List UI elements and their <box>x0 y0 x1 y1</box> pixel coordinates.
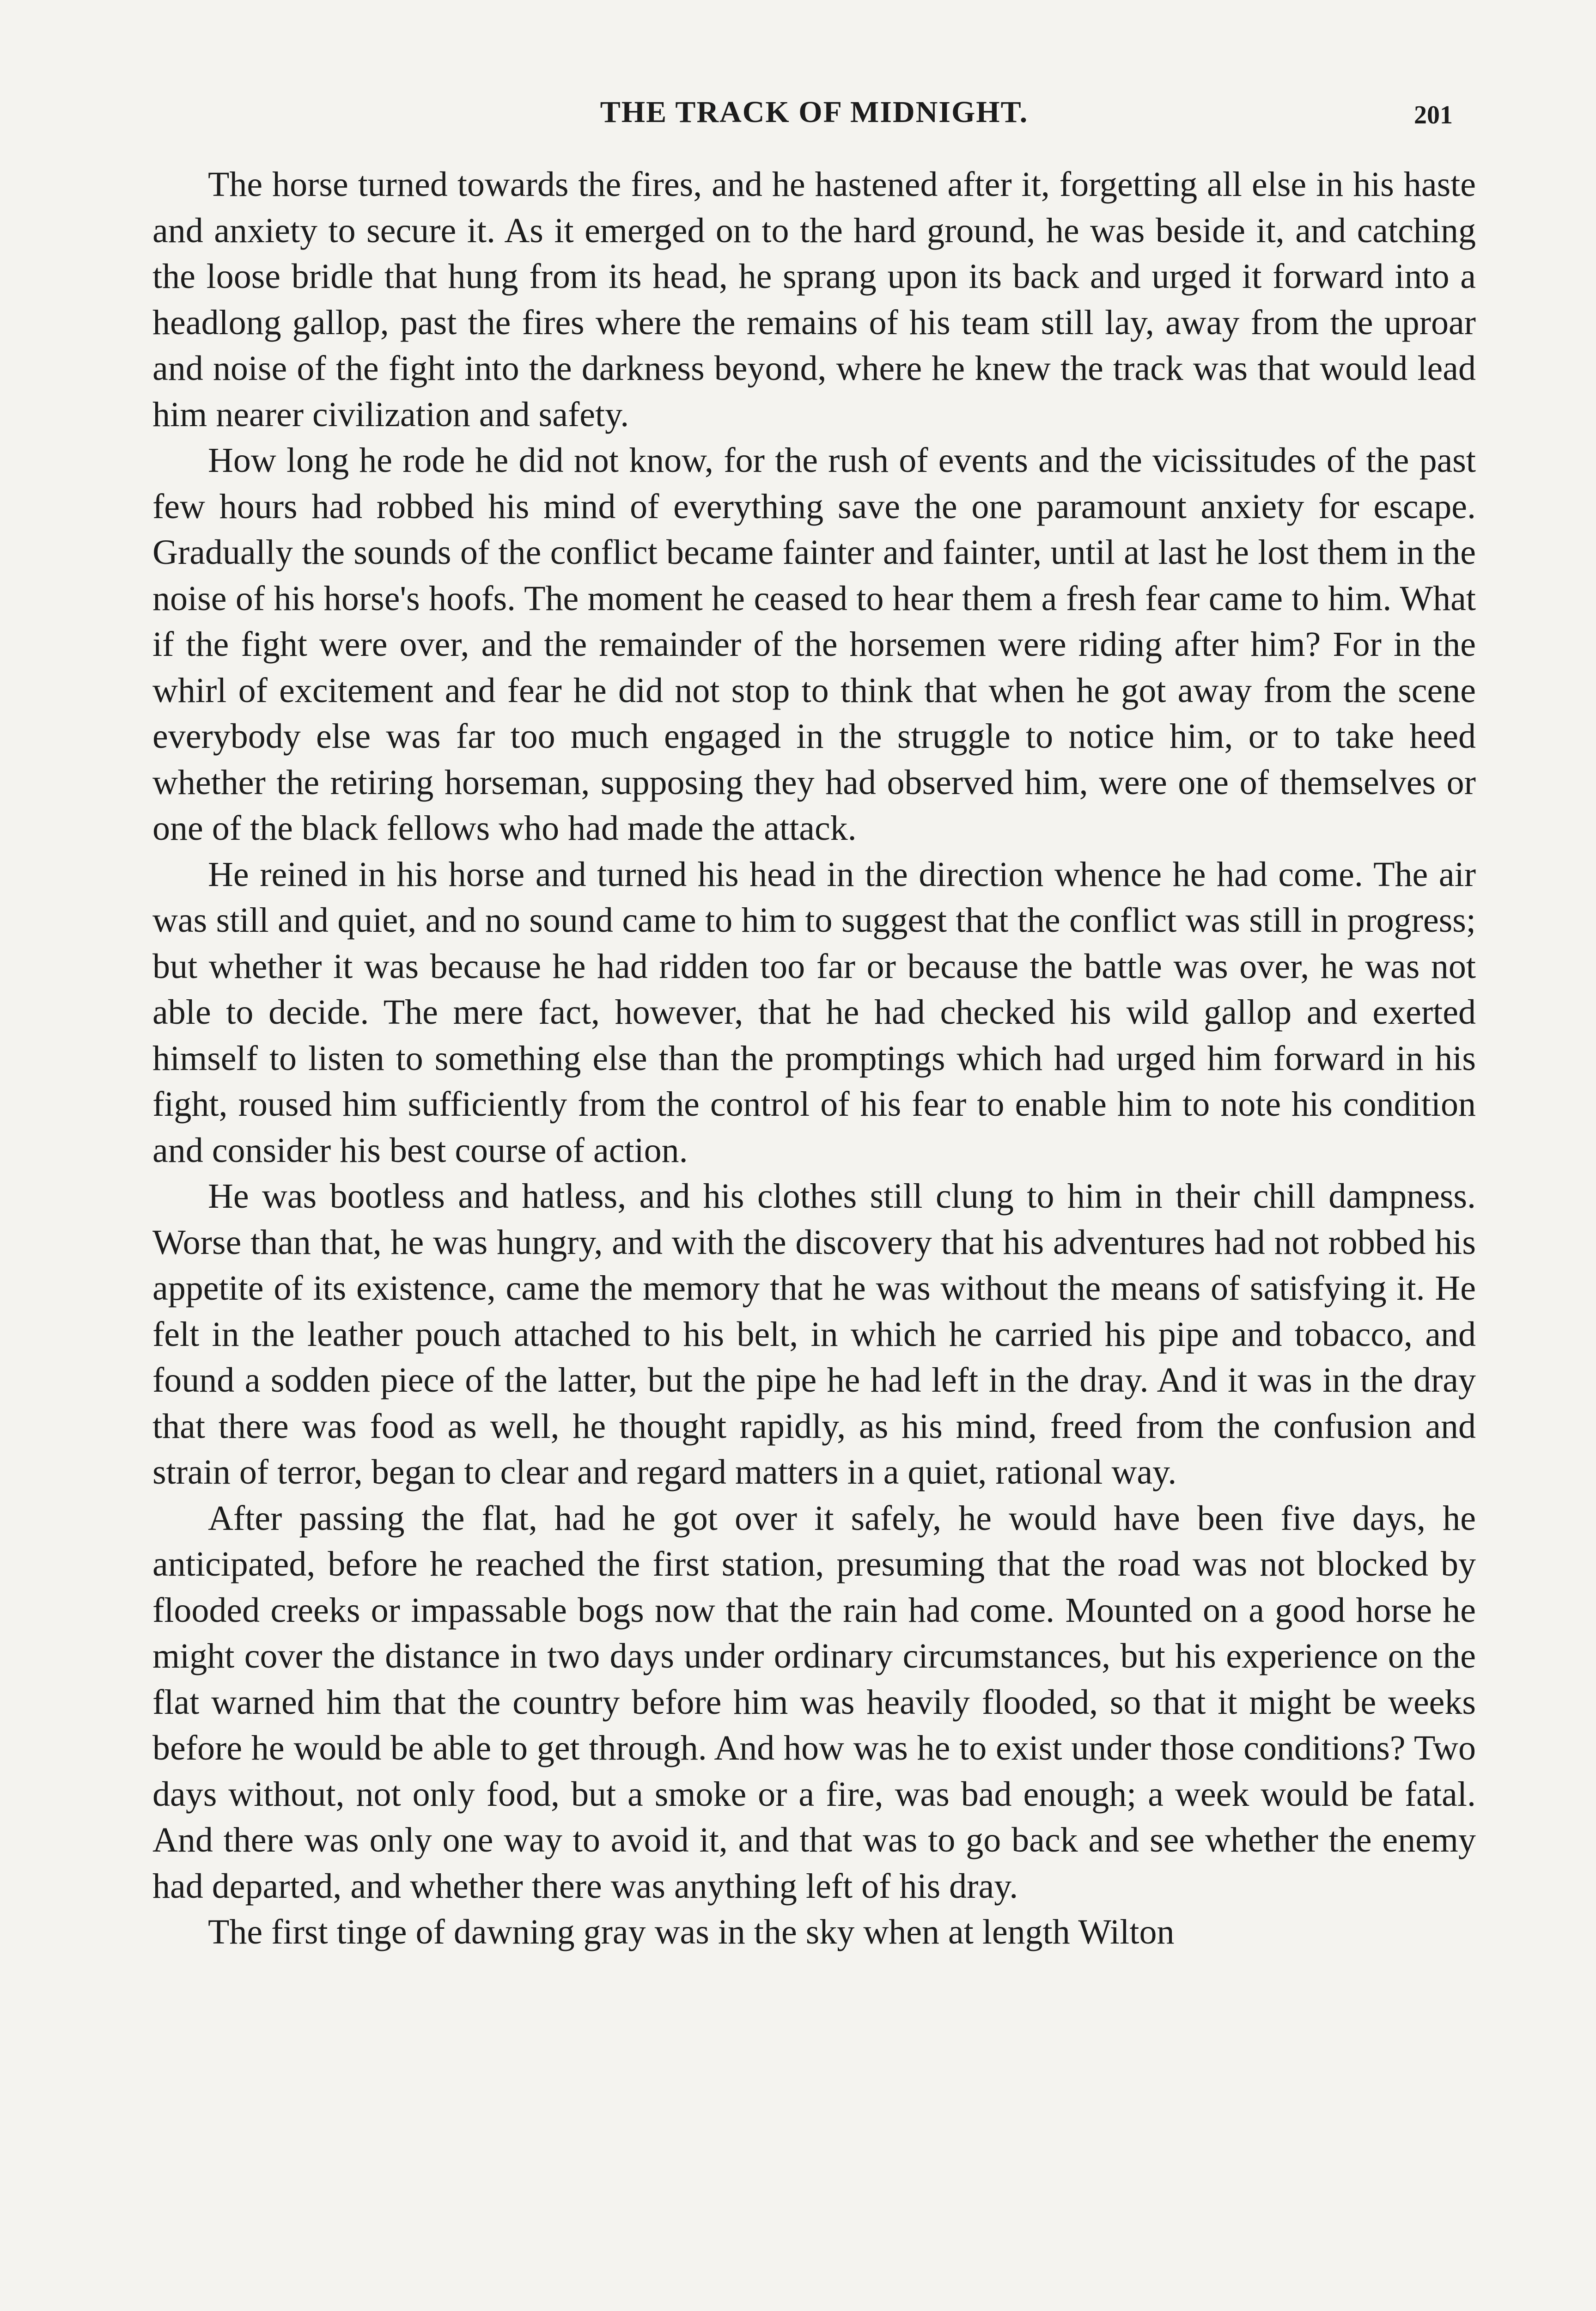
paragraph-6: The first tinge of dawning gray was in the sky when at length Wilton <box>208 1913 1175 1951</box>
paragraph-4: He was bootless and hatless, and his clothes still clung to him in their chill dampness. Worse than that, he was hungry, and with the discovery that his adventures had not robbed his appetite of its existence, came the memory that he was without the means of satisfying it. He felt in the leather pouch attached to his belt, in which he carried his pipe and tobacco, and found a sodden piece of the latter, but the pipe he had left in the dray. And it was in the dray that there was food as well, he thought rapidly, as his mind, freed from the confusion and strain of terror, began to clear and regard matters in a quiet, rational way. <box>152 1177 1476 1492</box>
paragraph-2: How long he rode he did not know, for the rush of events and the vicissitudes of the past few hours had robbed his mind of everything save the one paramount anxiety for escape. Gradually the sounds of the conflict became fainter and fainter, until at last he lost them in the noise of his horse's hoofs. The moment he ceased to hear them a fresh fear came to him. What if the fight were over, and the remainder of the horsemen were riding after him? For in the whirl of excitement and fear he did not stop to think that when he got away from the scene everybody else was far too much engaged in the struggle to notice him, or to take heed whether the retiring horseman, supposing they had observed him, were one of themselves or one of the black fellows who had made the attack. <box>152 441 1476 848</box>
running-title: THE TRACK OF MIDNIGHT. <box>600 95 1029 129</box>
page-header <box>152 95 1476 146</box>
body-text <box>152 162 1476 1956</box>
page-number: 201 <box>1414 101 1453 129</box>
paragraph-3: He reined in his horse and turned his head in the direction whence he had come. The air was still and quiet, and no sound came to him to suggest that the conflict was still in progress; but whether it was because he had ridden too far or because the battle was over, he was not able to decide. The mere fact, however, that he had checked his wild gallop and exerted himself to listen to something else than the promptings which had urged him forward in his fight, roused him sufficiently from the control of his fear to enable him to note his condition and consider his best course of action. <box>152 855 1476 1170</box>
paragraph-1: The horse turned towards the fires, and he hastened after it, forgetting all else in his haste and anxiety to secure it. As it emerged on to the hard ground, he was beside it, and catching the loose bridle that hung from its head, he sprang upon its back and urged it forward into a headlong gallop, past the fires where the remains of his team still lay, away from the uproar and noise of the fight into the darkness beyond, where he knew the track was that would lead him nearer civilization and safety. <box>152 165 1476 434</box>
paragraph-5: After passing the flat, had he got over it safely, he would have been five days, he anticipated, before he reached the first station, presuming that the road was not blocked by flooded creeks or impassable bogs now that the rain had come. Mounted on a good horse he might cover the distance in two days under ordinary circumstances, but his experience on the flat warned him that the country before him was heavily flooded, so that it might be weeks before he would be able to get through. And how was he to exist under those conditions? Two days without, not only food, but a smoke or a fire, was bad enough; a week would be fatal. And there was only one way to avoid it, and that was to go back and see whether the enemy had departed, and whether there was anything left of his dray. <box>152 1498 1476 1906</box>
